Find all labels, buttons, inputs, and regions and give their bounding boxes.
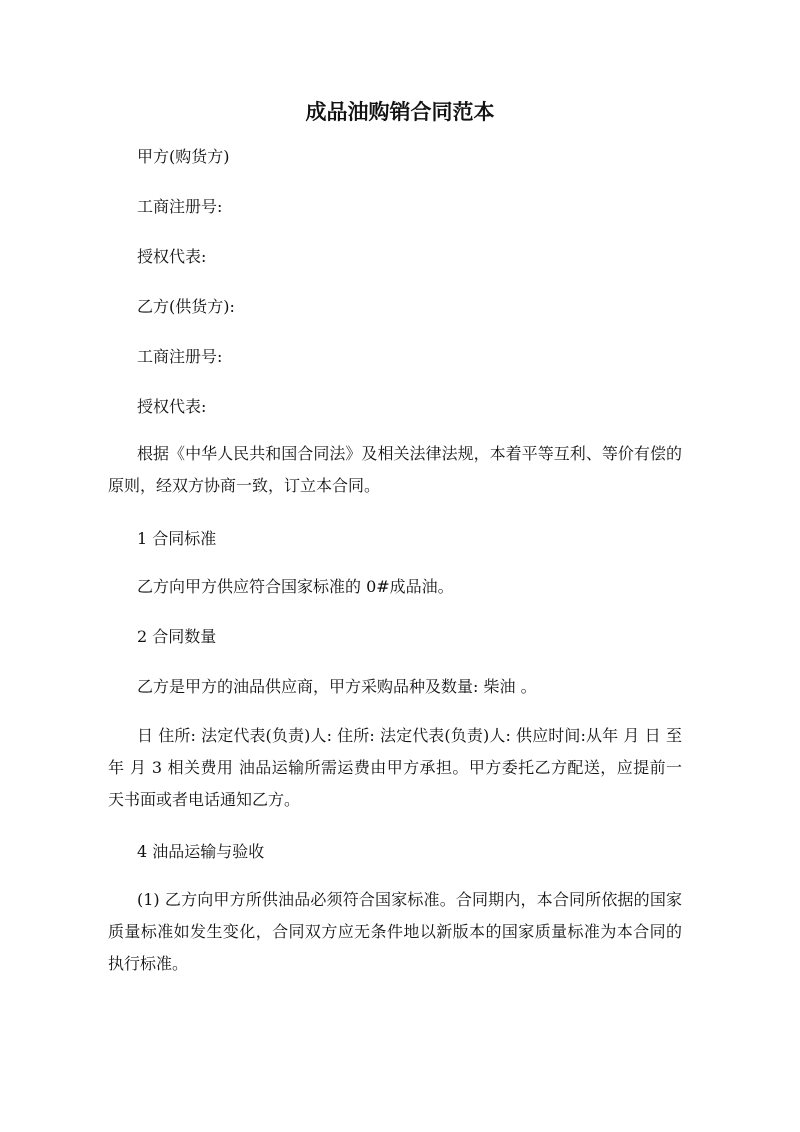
- party-a-registration: 工商注册号:: [137, 197, 223, 216]
- party-a-heading: 甲方(购货方): [137, 147, 230, 166]
- section-1-body: 乙方向甲方供应符合国家标准的 0#成品油。: [137, 577, 454, 596]
- section-2-detail: 日 住所: 法定代表(负责)人: 住所: 法定代表(负责)人: 供应时间:从年 月 日 至 年 月 3 相关费用 油品运输所需运费由甲方承担。甲方委托乙方配送，应提前一天书面或者电话通知乙方。: [108, 726, 682, 809]
- party-b-registration: 工商注册号:: [137, 347, 223, 366]
- party-b-heading: 乙方(供货方):: [137, 297, 235, 316]
- section-4-item-1: (1) 乙方向甲方所供油品必须符合国家标准。合同期内，本合同所依据的国家质量标准如发生变化，合同双方应无条件地以新版本的国家质量标准为本合同的执行标准。: [108, 890, 682, 973]
- section-4-heading: 4 油品运输与验收: [137, 842, 265, 861]
- party-a-representative: 授权代表:: [137, 247, 207, 266]
- party-b-representative: 授权代表:: [137, 397, 207, 416]
- section-2-heading: 2 合同数量: [137, 627, 217, 646]
- preamble-paragraph: 根据《中华人民共和国合同法》及相关法律法规，本着平等互利、等价有偿的原则，经双方协商一致，订立本合同。: [108, 444, 682, 495]
- document-title: 成品油购销合同范本: [305, 99, 495, 124]
- section-1-heading: 1 合同标准: [137, 529, 217, 548]
- section-2-body: 乙方是甲方的油品供应商，甲方采购品种及数量: 柴油 。: [137, 677, 537, 696]
